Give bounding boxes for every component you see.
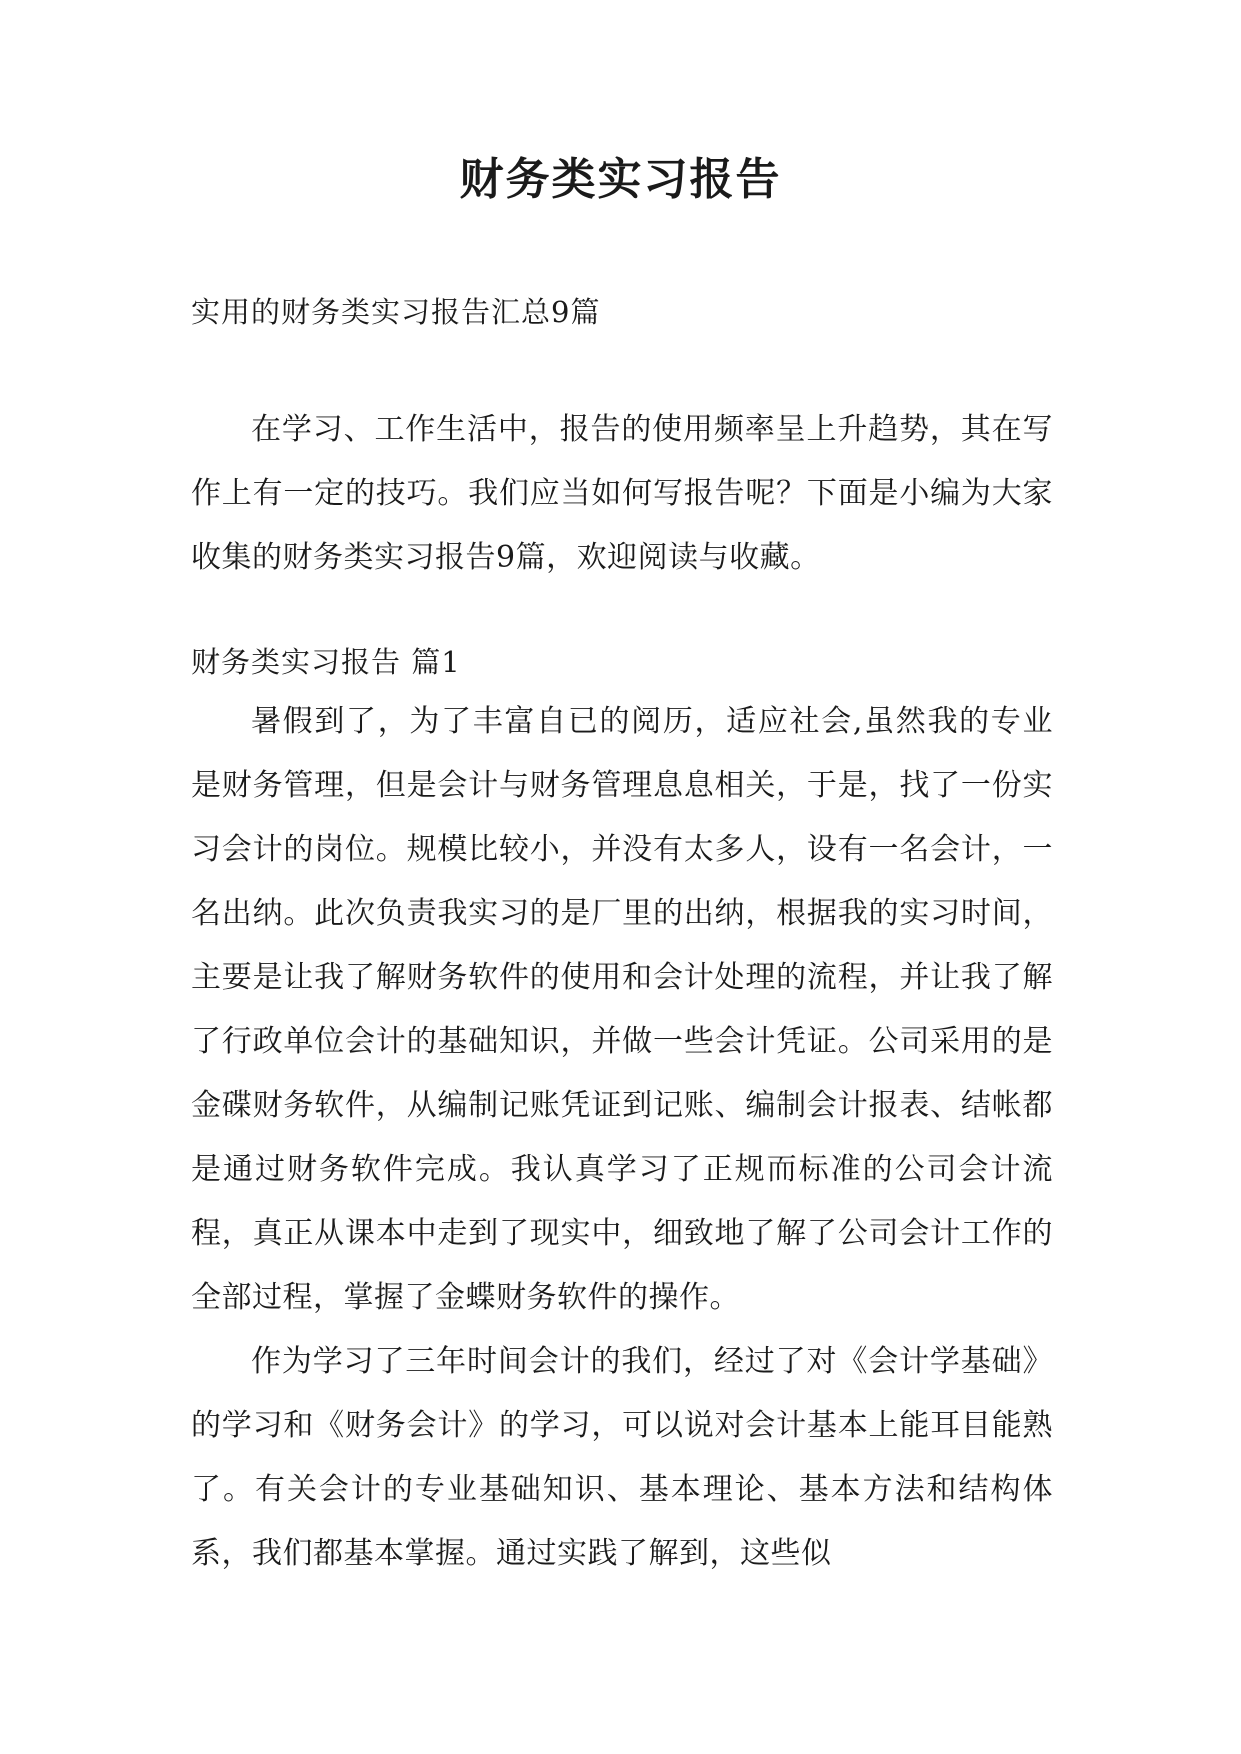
body-paragraph: 作为学习了三年时间会计的我们，经过了对《会计学基础》的学习和《财务会计》的学习，可以说对会计基本上能耳目能熟了。有关会计的专业基础知识、基本理论、基本方法和结构体系，我们都基本掌握。通过实践了解到，这些似: [191, 1344, 1053, 1571]
document-title: 财务类实习报告: [459, 154, 782, 205]
intro-paragraph: 在学习、工作生活中，报告的使用频率呈上升趋势，其在写作上有一定的技巧。我们应当如何写报告呢？下面是小编为大家收集的财务类实习报告9篇，欢迎阅读与收藏。: [191, 412, 1053, 575]
body-paragraph: 暑假到了，为了丰富自已的阅历，适应社会,虽然我的专业是财务管理，但是会计与财务管理息息相关，于是，找了一份实习会计的岗位。规模比较小，并没有太多人，设有一名会计，一名出纳。此次负责我实习的是厂里的出纳，根据我的实习时间，主要是让我了解财务软件的使用和会计处理的流程，并让我了解了行政单位会计的基础知识，并做一些会计凭证。公司采用的是金碟财务软件，从编制记账凭证到记账、编制会计报表、结帐都是通过财务软件完成。我认真学习了正规而标准的公司会计流程，真正从课本中走到了现实中，细致地了解了公司会计工作的全部过程，掌握了金蝶财务软件的操作。: [191, 704, 1053, 1315]
section-title: 财务类实习报告 篇1: [191, 645, 461, 679]
document-subtitle: 实用的财务类实习报告汇总9篇: [191, 295, 601, 329]
